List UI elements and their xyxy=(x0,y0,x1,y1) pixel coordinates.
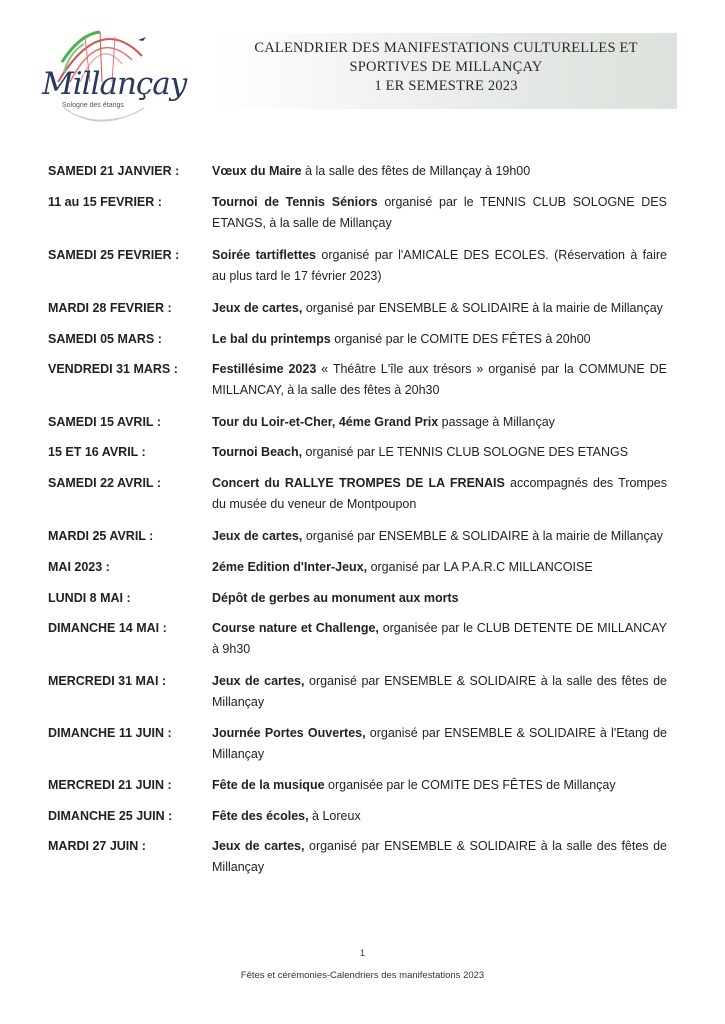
event-description xyxy=(212,671,667,713)
title-line-3: 1 ER SEMESTRE 2023 xyxy=(374,78,518,94)
event-details: organisé par le COMITE DES FÊTES à 20h00 xyxy=(330,332,591,346)
event-details: organisée par le COMITE DES FÊTES de Millançay xyxy=(324,778,616,792)
document-title xyxy=(215,33,677,109)
event-details: organisé par LE TENNIS CLUB SOLOGNE DES ETANGS xyxy=(302,445,629,459)
event-title: Dépôt de gerbes au monument aux morts xyxy=(212,591,459,605)
event-description xyxy=(212,836,667,878)
event-date: LUNDI 8 MAI : xyxy=(48,591,131,605)
event-date: 11 au 15 FEVRIER : xyxy=(48,195,162,209)
event-description xyxy=(212,775,667,796)
event-date: MARDI 25 AVRIL : xyxy=(48,529,154,543)
event-date: DIMANCHE 25 JUIN : xyxy=(48,809,173,823)
event-date: SAMEDI 21 JANVIER : xyxy=(48,164,180,178)
event-details: organisé par l'AMICALE DES ECOLES. (Réservation à faire au plus tard le 17 février 2023) xyxy=(212,248,667,283)
footer-text: Fêtes et cérémonies-Calendriers des manifestations 2023 xyxy=(240,970,485,981)
event-date: MAI 2023 : xyxy=(48,560,110,574)
event-title: Tournoi Beach, xyxy=(212,445,303,459)
event-title: 2éme Edition d'Inter-Jeux, xyxy=(212,560,368,574)
event-details: organisé par ENSEMBLE & SOLIDAIRE à la salle des fêtes de Millançay xyxy=(212,674,667,709)
event-details: accompagnés des Trompes du musée du veneur de Montpoupon xyxy=(212,476,667,511)
event-details: organisée par le CLUB DETENTE DE MILLANCAY à 9h30 xyxy=(212,621,668,656)
event-date: MARDI 27 JUIN : xyxy=(48,839,146,853)
event-details: organisé par ENSEMBLE & SOLIDAIRE à la salle des fêtes de Millançay xyxy=(212,839,667,874)
event-description xyxy=(212,473,667,515)
millancay-logo xyxy=(40,22,187,134)
event-description xyxy=(212,618,667,660)
event-details: « Théâtre L'île aux trésors » organisé par la COMMUNE DE MILLANCAY, à la salle des fêtes à 20h30 xyxy=(212,362,667,397)
event-description xyxy=(212,245,667,287)
title-line-2: SPORTIVES DE MILLANÇAY xyxy=(349,59,543,75)
event-date: SAMEDI 15 AVRIL : xyxy=(48,415,161,429)
event-details: organisé par le TENNIS CLUB SOLOGNE DES ETANGS, à la salle de Millançay xyxy=(212,195,667,230)
event-title: Tour du Loir-et-Cher, 4éme Grand Prix xyxy=(212,415,439,429)
event-title: Jeux de cartes, xyxy=(212,301,303,315)
event-details: organisé par LA P.A.R.C MILLANCOISE xyxy=(367,560,593,574)
event-description xyxy=(212,412,667,433)
page-number: 1 xyxy=(359,948,365,958)
event-date: MERCREDI 21 JUIN : xyxy=(48,778,172,792)
event-date: MARDI 28 FEVRIER : xyxy=(48,301,172,315)
title-line-1: CALENDRIER DES MANIFESTATIONS CULTURELLES ET xyxy=(254,40,638,56)
event-title: Le bal du printemps xyxy=(212,332,331,346)
event-description xyxy=(212,557,667,578)
event-description xyxy=(212,442,667,463)
event-details: passage à Millançay xyxy=(438,415,555,429)
event-title: Fête de la musique xyxy=(212,778,325,792)
event-details: organisé par ENSEMBLE & SOLIDAIRE à la mairie de Millançay xyxy=(302,301,663,315)
event-title: Jeux de cartes, xyxy=(212,529,303,543)
event-description xyxy=(212,161,667,182)
event-details: organisé par ENSEMBLE & SOLIDAIRE à l'Etang de Millançay xyxy=(212,726,667,761)
event-date: 15 ET 16 AVRIL : xyxy=(48,445,146,459)
event-title: Tournoi de Tennis Séniors xyxy=(212,195,378,209)
event-date: VENDREDI 31 MARS : xyxy=(48,362,178,376)
event-date: SAMEDI 05 MARS : xyxy=(48,332,162,346)
event-title: Soirée tartiflettes xyxy=(212,248,317,262)
event-details: à Loreux xyxy=(308,809,361,823)
event-title: Jeux de cartes, xyxy=(212,674,305,688)
event-title: Course nature et Challenge, xyxy=(212,621,379,635)
event-title: Festillésime 2023 xyxy=(212,362,317,376)
event-date: DIMANCHE 14 MAI : xyxy=(48,621,167,635)
event-description xyxy=(212,192,667,234)
logo-name: Millançay xyxy=(42,66,187,102)
logo-subtitle: Sologne des étangs xyxy=(62,102,124,109)
event-date: DIMANCHE 11 JUIN : xyxy=(48,726,172,740)
event-description xyxy=(212,723,667,765)
event-title: Jeux de cartes, xyxy=(212,839,305,853)
event-description xyxy=(212,806,667,827)
event-details: à la salle des fêtes de Millançay à 19h00 xyxy=(301,164,531,178)
event-date: SAMEDI 25 FEVRIER : xyxy=(48,248,180,262)
event-description xyxy=(212,359,667,401)
event-description xyxy=(212,298,667,319)
event-title: Concert du RALLYE TROMPES DE LA FRENAIS xyxy=(212,476,505,490)
event-title: Vœux du Maire xyxy=(212,164,302,178)
event-title: Fête des écoles, xyxy=(212,809,309,823)
event-description xyxy=(212,588,667,609)
event-date: MERCREDI 31 MAI : xyxy=(48,674,167,688)
event-description xyxy=(212,526,667,547)
event-description xyxy=(212,329,667,350)
event-date: SAMEDI 22 AVRIL : xyxy=(48,476,161,490)
event-details: organisé par ENSEMBLE & SOLIDAIRE à la mairie de Millançay xyxy=(302,529,663,543)
event-title: Journée Portes Ouvertes, xyxy=(212,726,366,740)
